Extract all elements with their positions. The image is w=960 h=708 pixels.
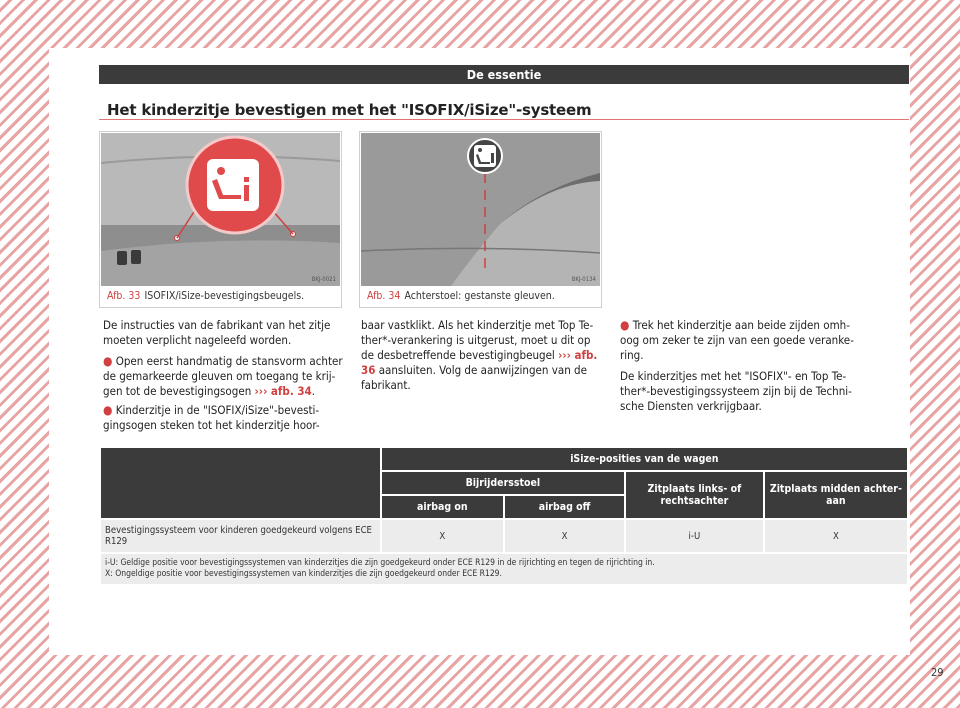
availability-paragraph: De kinderzitjes met het "ISOFIX"- en Top Tether*-bevestigingssysteem zijn bij de Technische Diensten verkrijgbaar. xyxy=(620,369,852,413)
intro-paragraph: De instructies van de fabrikant van het zitje moeten verplicht nageleefd worden. xyxy=(103,318,331,347)
bullet-2-text: Kinderzitje in de "ISOFIX/iSize"-bevestigingsogen steken tot het kinderzitje hoor- xyxy=(103,403,320,432)
page-number: 29 xyxy=(931,666,944,679)
table-header-outer-seats: Zitplaats links- of rechtsachter xyxy=(625,471,764,519)
title-divider xyxy=(99,119,909,120)
table-cell: i-U xyxy=(625,519,764,553)
page xyxy=(49,48,944,679)
col2-text-1: baar vastklikt. Als het kinderzitje met Top Tether*-verankering is uitgerust, moet u dit op de desbetreffende bevestigingbeugel xyxy=(361,318,594,362)
table-cell: X xyxy=(764,519,908,553)
figure-33-label: Afb. 33 xyxy=(107,290,141,302)
figure-34-label: Afb. 34 xyxy=(367,290,401,302)
text-column-3 xyxy=(620,318,862,420)
table-cell: X xyxy=(504,519,625,553)
bullet-2 xyxy=(103,403,345,433)
table-note-iu: i-U: Geldige positie voor bevestigingssystemen van kinderzitjes die zijn goedgekeurd onder ECE R129 in de rijrichting en tegen de rijrichting in. xyxy=(105,558,655,568)
page-title: Het kinderzitje bevestigen met het "ISOFIX/iSize"-systeem xyxy=(107,101,592,119)
figure-33-text: ISOFIX/iSize-bevestigingsbeugels. xyxy=(144,290,305,302)
figure-34-code: BKJ-0134 xyxy=(571,276,596,283)
bullet-icon: ● xyxy=(103,354,113,368)
table-cell: X xyxy=(381,519,504,553)
table-note-x: X: Ongeldige positie voor bevestigingssystemen van kinderzitjes die zijn goedgekeurd onder ECE R129. xyxy=(105,569,502,579)
figure-reference-36[interactable]: ››› afb. 36 xyxy=(361,348,598,377)
figure-33 xyxy=(99,131,342,308)
bullet-3 xyxy=(620,318,862,363)
bullet-3-text: Trek het kinderzitje aan beide zijden omhoog om zeker te zijn van een goede verankering. xyxy=(620,318,854,362)
figure-34-text: Achterstoel: gestanste gleuven. xyxy=(404,290,555,302)
table-notes-row xyxy=(100,553,908,585)
table-header-airbag-off: airbag off xyxy=(504,495,625,519)
bullet-icon: ● xyxy=(620,318,630,332)
table-row xyxy=(100,519,908,553)
table-header-airbag-on: airbag on xyxy=(381,495,504,519)
table-row-description: Bevestigingssysteem voor kinderen goedgekeurd volgens ECE R129 xyxy=(100,519,381,553)
figure-33-caption xyxy=(107,290,304,302)
col2-text-2: aansluiten. Volg de aanwijzingen van de fabrikant. xyxy=(361,363,587,392)
figure-34 xyxy=(359,131,602,308)
bullet-1-text: Open eerst handmatig de stansvorm achter de gemarkeerde gleuven om toegang te krijgen tot de bevestigingsogen xyxy=(103,354,343,398)
figure-34-caption xyxy=(367,290,555,302)
text-column-1 xyxy=(103,318,345,433)
bullet-icon: ● xyxy=(103,403,113,417)
table-notes xyxy=(100,553,908,585)
text-column-2 xyxy=(361,318,603,399)
bullet-1-end: . xyxy=(311,384,316,398)
section-header: De essentie xyxy=(99,65,909,84)
figure-reference-34[interactable]: ››› afb. 34 xyxy=(254,384,312,398)
table-header-middle-seat: Zitplaats midden achteraan xyxy=(764,471,908,519)
table-header-main: iSize-posities van de wagen xyxy=(381,447,908,471)
bullet-1 xyxy=(103,354,345,399)
isize-positions-table xyxy=(99,446,909,586)
figure-34-photo xyxy=(361,133,600,286)
figure-33-code: BKJ-0021 xyxy=(311,276,336,283)
table-header-passenger-seat: Bijrijdersstoel xyxy=(381,471,625,495)
continued-paragraph xyxy=(361,318,603,393)
table-corner-cell xyxy=(100,447,381,519)
figure-33-photo xyxy=(101,133,340,286)
